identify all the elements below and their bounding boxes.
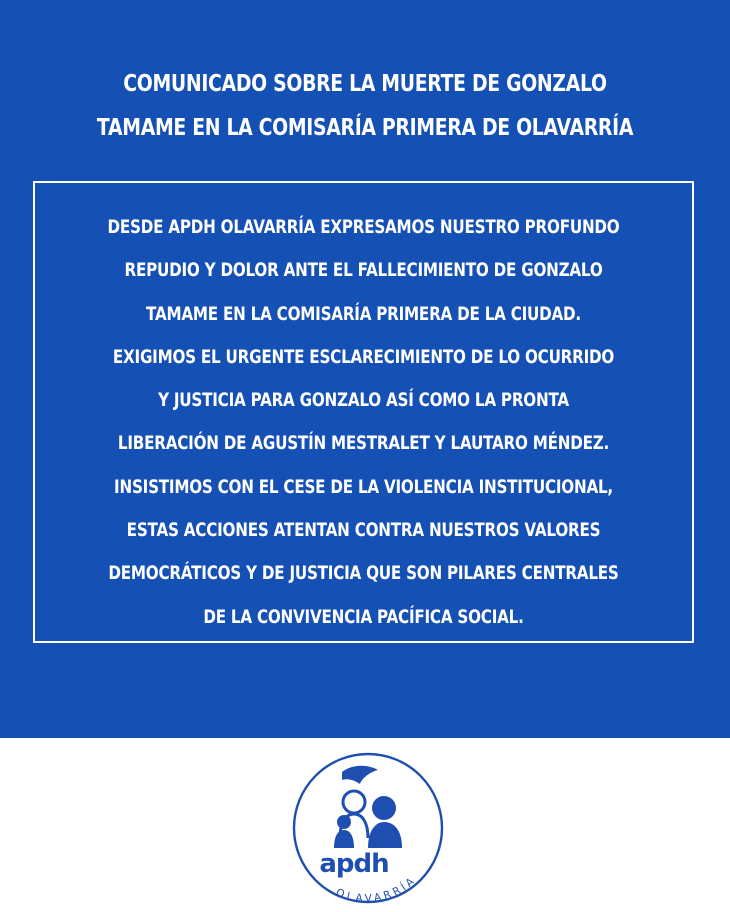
statement-paragraph-3: INSISTIMOS CON EL CESE DE LA VIOLENCIA INSTITUCIONAL, ESTAS ACCIONES ATENTAN CONTRA NUESTROS VALORES DEMOCRÁTICOS Y DE JUSTICIA QUE SON PILARES CENTRALES DE LA CONVIVENCIA PACÍFICA SOCIAL. — [108, 475, 619, 628]
svg-text:OLAVARRÍA: OLAVARRÍA — [334, 873, 420, 905]
statement-paragraph-1: DESDE APDH OLAVARRÍA EXPRESAMOS NUESTRO PROFUNDO REPUDIO Y DOLOR ANTE EL FALLECIMIENTO DE GONZALO TAMAME EN LA COMISARÍA PRIMERA DE LA CIUDAD. — [107, 216, 620, 325]
apdh-people-logo-icon — [290, 750, 446, 906]
statement-text — [35, 206, 692, 639]
svg-text:apdh: apdh — [319, 849, 389, 879]
headline: COMUNICADO SOBRE LA MUERTE DE GONZALO TAMAME EN LA COMISARÍA PRIMERA DE OLAVARRÍA — [96, 71, 634, 141]
statement-paragraph-2: EXIGIMOS EL URGENTE ESCLARECIMIENTO DE LO OCURRIDO Y JUSTICIA PARA GONZALO ASÍ COMO LA PRONTA LIBERACIÓN DE AGUSTÍN MESTRALET Y LAUTARO MÉNDEZ. — [112, 345, 615, 455]
statement-box — [33, 181, 694, 643]
